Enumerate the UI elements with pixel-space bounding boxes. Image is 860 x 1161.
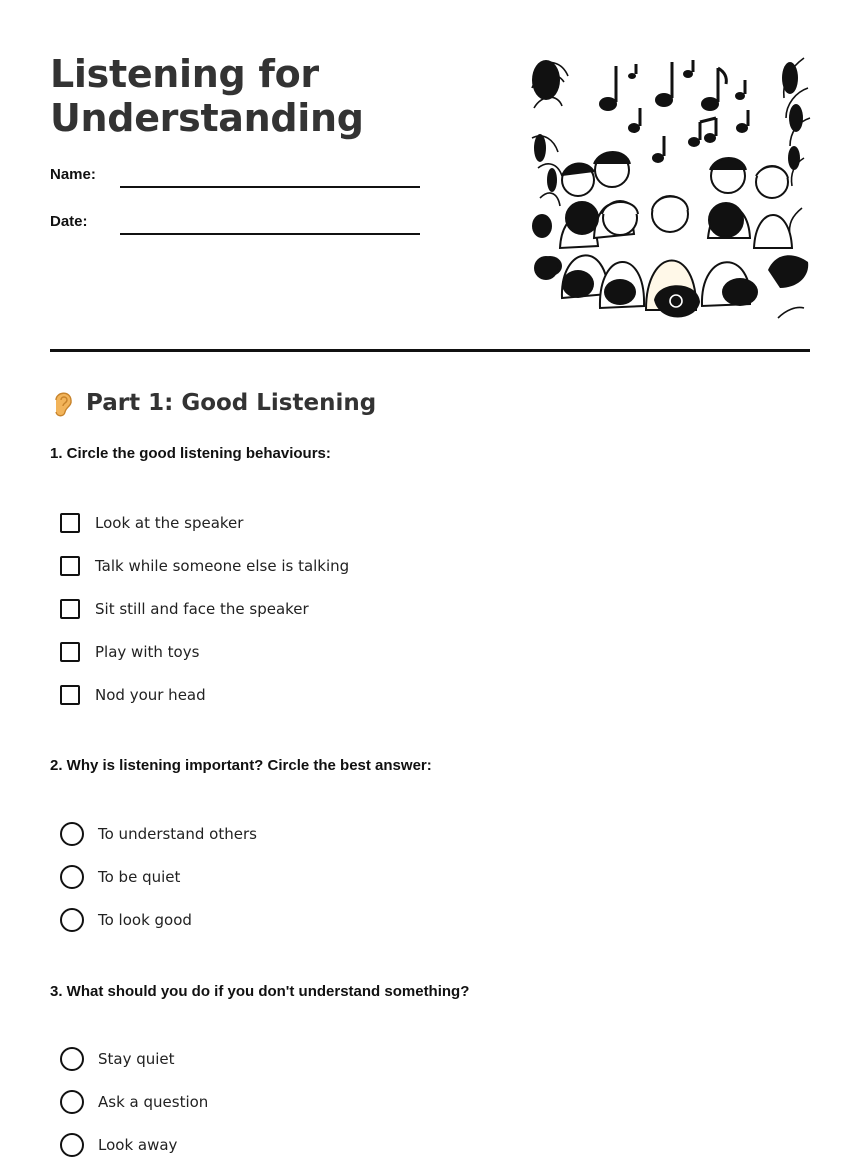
date-line[interactable]	[120, 233, 420, 235]
name-label: Name:	[50, 166, 96, 183]
radio-circle[interactable]	[60, 1047, 84, 1071]
option-label: To be quiet	[98, 868, 181, 886]
children-listening-illustration	[528, 48, 812, 330]
option-label: To understand others	[98, 825, 257, 843]
date-field[interactable]	[50, 213, 430, 243]
ear-icon	[50, 388, 76, 418]
option-label: To look good	[98, 911, 192, 929]
question-3: 3. What should you do if you don't understand something?	[50, 983, 470, 1000]
q1-option-1[interactable]	[60, 510, 243, 536]
option-label: Look at the speaker	[95, 514, 244, 532]
q3-option-3[interactable]	[60, 1132, 177, 1158]
radio-circle[interactable]	[60, 865, 84, 889]
q2-option-3[interactable]	[60, 907, 192, 933]
checkbox[interactable]	[60, 556, 80, 576]
name-line[interactable]	[120, 186, 420, 188]
option-label: Ask a question	[98, 1093, 209, 1111]
radio-circle[interactable]	[60, 908, 84, 932]
radio-circle[interactable]	[60, 822, 84, 846]
checkbox[interactable]	[60, 513, 80, 533]
part1-heading-text: Part 1: Good Listening	[86, 390, 377, 416]
option-label: Play with toys	[95, 643, 200, 661]
q3-option-1[interactable]	[60, 1046, 175, 1072]
question-1: 1. Circle the good listening behaviours:	[50, 445, 331, 462]
radio-circle[interactable]	[60, 1133, 84, 1157]
checkbox[interactable]	[60, 599, 80, 619]
option-label: Nod your head	[95, 686, 206, 704]
page-title	[50, 52, 364, 140]
option-label: Stay quiet	[98, 1050, 175, 1068]
section-divider	[50, 349, 810, 352]
q1-option-3[interactable]	[60, 596, 309, 622]
radio-circle[interactable]	[60, 1090, 84, 1114]
question-2: 2. Why is listening important? Circle the best answer:	[50, 757, 432, 774]
q1-option-2[interactable]	[60, 553, 349, 579]
date-label: Date:	[50, 213, 88, 230]
checkbox[interactable]	[60, 642, 80, 662]
checkbox[interactable]	[60, 685, 80, 705]
q2-option-1[interactable]	[60, 821, 257, 847]
q3-option-2[interactable]	[60, 1089, 208, 1115]
title-line-2: Understanding	[50, 96, 364, 140]
option-label: Look away	[98, 1136, 178, 1154]
q1-option-4[interactable]	[60, 639, 199, 665]
name-field[interactable]	[50, 166, 430, 196]
option-label: Sit still and face the speaker	[95, 600, 309, 618]
part1-heading	[50, 388, 376, 418]
q2-option-2[interactable]	[60, 864, 180, 890]
title-line-1: Listening for	[50, 52, 319, 96]
option-label: Talk while someone else is talking	[95, 557, 350, 575]
q1-option-5[interactable]	[60, 682, 206, 708]
